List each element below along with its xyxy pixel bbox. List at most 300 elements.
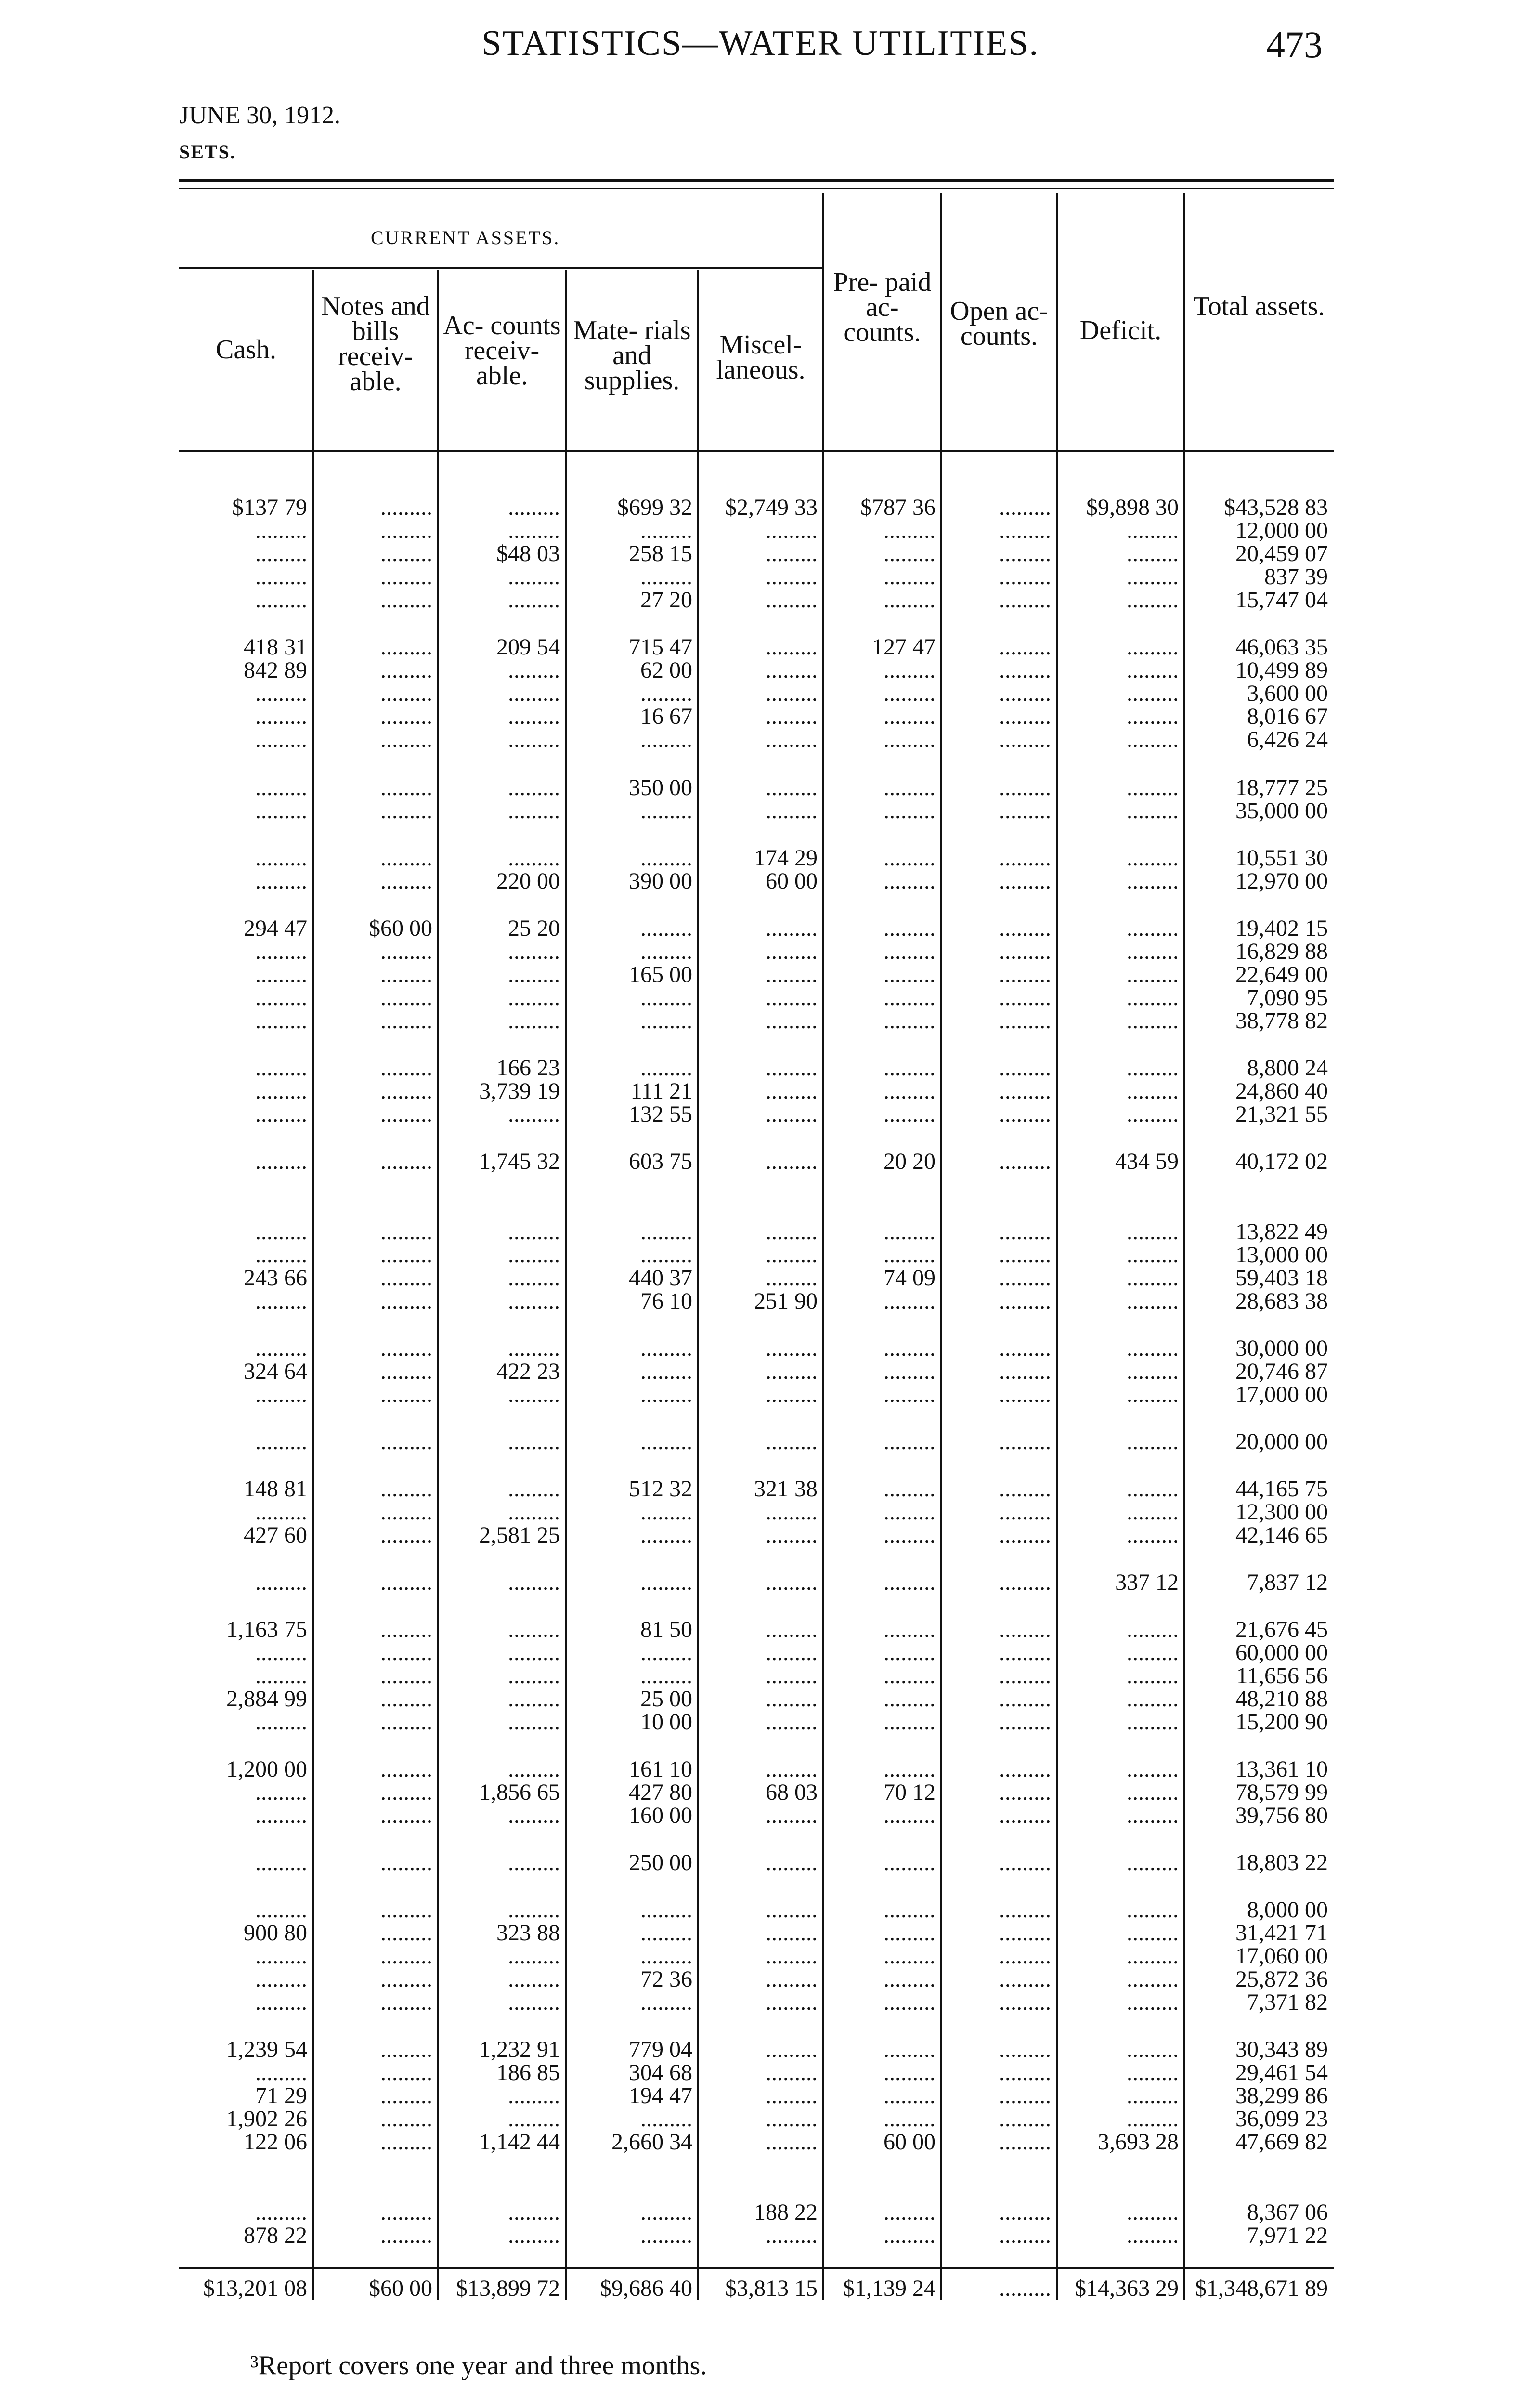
cell-prepaid-accounts: ......... [883,1897,935,1923]
cell-notes-bills: ......... [380,1897,432,1923]
cell-open-accounts: ......... [999,775,1051,800]
total-cash: $13,201 08 [203,2276,307,2301]
cell-prepaid-accounts: ......... [883,564,935,589]
cell-miscellaneous: ......... [766,1149,818,1174]
cell-miscellaneous: ......... [766,1989,818,2015]
cell-cash: ......... [255,962,307,987]
total-miscellaneous: $3,813 15 [725,2276,818,2301]
cell-materials-supplies: $699 32 [617,495,692,520]
cell-miscellaneous: ......... [766,727,818,752]
cell-materials-supplies: ......... [640,1055,692,1081]
cell-open-accounts: ......... [999,495,1051,520]
cell-prepaid-accounts: ......... [883,727,935,752]
cell-total-assets: 7,090 95 [1247,985,1328,1010]
cell-prepaid-accounts: ......... [883,798,935,824]
date-line: JUNE 30, 1912. [179,102,341,129]
cell-prepaid-accounts: 60 00 [883,2129,935,2155]
cell-miscellaneous: ......... [766,587,818,613]
cell-cash: ......... [255,681,307,706]
cell-materials-supplies: 132 55 [629,1101,692,1127]
cell-notes-bills: ......... [380,1149,432,1174]
cell-open-accounts: ......... [999,985,1051,1010]
cell-miscellaneous: ......... [766,2106,818,2132]
cell-accounts-receivable: 1,232 91 [479,2037,560,2062]
cell-cash: ......... [255,541,307,566]
cell-miscellaneous: ......... [766,1429,818,1454]
cell-materials-supplies: ......... [640,1242,692,1268]
cell-miscellaneous: ......... [766,985,818,1010]
cell-accounts-receivable: ......... [508,1850,560,1875]
cell-deficit: ......... [1127,1709,1179,1735]
cell-cash: ......... [255,1663,307,1688]
cell-materials-supplies: ......... [640,2199,692,2225]
cell-total-assets: 12,000 00 [1235,518,1328,543]
cell-open-accounts: ......... [999,2083,1051,2108]
cell-miscellaneous: ......... [766,681,818,706]
cell-miscellaneous: ......... [766,916,818,941]
cell-accounts-receivable: ......... [508,518,560,543]
cell-materials-supplies: ......... [640,564,692,589]
cell-cash: ......... [255,1850,307,1875]
cell-open-accounts: ......... [999,962,1051,987]
cell-prepaid-accounts: ......... [883,1756,935,1782]
cell-cash: ......... [255,1709,307,1735]
cell-prepaid-accounts: ......... [883,1101,935,1127]
cell-prepaid-accounts: ......... [883,2199,935,2225]
cell-total-assets: 8,367 06 [1247,2199,1328,2225]
cell-notes-bills: ......... [380,2037,432,2062]
cell-materials-supplies: ......... [640,1663,692,1688]
cell-accounts-receivable: ......... [508,1265,560,1291]
cell-notes-bills: $60 00 [369,916,432,941]
cell-open-accounts: ......... [999,681,1051,706]
cell-prepaid-accounts: ......... [883,1850,935,1875]
cell-materials-supplies: ......... [640,2106,692,2132]
cell-notes-bills: ......... [380,798,432,824]
cell-total-assets: 8,800 24 [1247,1055,1328,1081]
cell-materials-supplies: ......... [640,1219,692,1244]
cell-miscellaneous: ......... [766,1663,818,1688]
cell-total-assets: 29,461 54 [1235,2060,1328,2085]
cell-total-assets: 20,000 00 [1235,1429,1328,1454]
cell-notes-bills: ......... [380,1920,432,1946]
cell-notes-bills: ......... [380,634,432,660]
cell-deficit: ......... [1127,1686,1179,1712]
cell-open-accounts: ......... [999,1617,1051,1642]
cell-miscellaneous: ......... [766,1709,818,1735]
total-notes-bills: $60 00 [369,2276,432,2301]
column-header-prepaid-accounts: Pre- paid ac- counts. [833,267,932,347]
cell-open-accounts: ......... [999,1359,1051,1384]
cell-open-accounts: ......... [999,1780,1051,1805]
cell-prepaid-accounts: 127 47 [872,634,935,660]
cell-materials-supplies: ......... [640,1989,692,2015]
column-rule-5 [822,193,824,2300]
cell-deficit: ......... [1127,587,1179,613]
cell-miscellaneous: ......... [766,564,818,589]
cell-accounts-receivable: ......... [508,1640,560,1665]
cell-cash: 878 22 [244,2223,307,2248]
cell-cash: 2,884 99 [226,1686,307,1712]
cell-notes-bills: ......... [380,727,432,752]
cell-materials-supplies: 440 37 [629,1265,692,1291]
column-header-open-accounts: Open ac- counts. [950,296,1048,351]
cell-open-accounts: ......... [999,1008,1051,1034]
cell-total-assets: 3,600 00 [1247,681,1328,706]
cell-miscellaneous: ......... [766,1756,818,1782]
cell-total-assets: 39,756 80 [1235,1803,1328,1828]
cell-deficit: ......... [1127,541,1179,566]
cell-total-assets: 28,683 38 [1235,1288,1328,1314]
cell-open-accounts: ......... [999,1265,1051,1291]
cell-miscellaneous: 188 22 [754,2199,818,2225]
cell-total-assets: 44,165 75 [1235,1476,1328,1502]
cell-total-assets: 8,000 00 [1247,1897,1328,1923]
cell-accounts-receivable: 3,739 19 [479,1078,560,1104]
cell-cash: ......... [255,775,307,800]
cell-total-assets: 59,403 18 [1235,1265,1328,1291]
total-accounts-receivable: $13,899 72 [456,2276,560,2301]
cell-deficit: ......... [1127,634,1179,660]
cell-notes-bills: ......... [380,1008,432,1034]
cell-cash: ......... [255,1242,307,1268]
cell-materials-supplies: 72 36 [640,1966,692,1992]
cell-total-assets: 21,321 55 [1235,1101,1328,1127]
cell-accounts-receivable: ......... [508,1663,560,1688]
cell-materials-supplies: ......... [640,1570,692,1595]
cell-notes-bills: ......... [380,1382,432,1407]
totals-rule [179,2267,1334,2269]
cell-notes-bills: ......... [380,1359,432,1384]
cell-deficit: ......... [1127,939,1179,964]
cell-cash: ......... [255,1943,307,1969]
header-bottom-rule [179,450,1334,452]
cell-notes-bills: ......... [380,495,432,520]
cell-deficit: $9,898 30 [1086,495,1179,520]
cell-miscellaneous: ......... [766,1382,818,1407]
cell-deficit: ......... [1127,1522,1179,1548]
cell-open-accounts: ......... [999,845,1051,871]
cell-notes-bills: ......... [380,845,432,871]
cell-deficit: ......... [1127,845,1179,871]
cell-notes-bills: ......... [380,1989,432,2015]
cell-prepaid-accounts: ......... [883,1640,935,1665]
cell-materials-supplies: 111 21 [630,1078,692,1104]
cell-notes-bills: ......... [380,681,432,706]
cell-accounts-receivable: ......... [508,1335,560,1361]
column-rule-7 [1056,193,1058,2300]
cell-materials-supplies: ......... [640,985,692,1010]
cell-total-assets: 7,371 82 [1247,1989,1328,2015]
cell-notes-bills: ......... [380,2223,432,2248]
cell-cash: ......... [255,1382,307,1407]
cell-total-assets: 30,343 89 [1235,2037,1328,2062]
cell-deficit: ......... [1127,1382,1179,1407]
cell-deficit: ......... [1127,1242,1179,1268]
cell-total-assets: 17,000 00 [1235,1382,1328,1407]
cell-miscellaneous: ......... [766,1640,818,1665]
cell-open-accounts: ......... [999,727,1051,752]
cell-prepaid-accounts: ......... [883,1242,935,1268]
cell-deficit: ......... [1127,798,1179,824]
cell-accounts-receivable: ......... [508,2223,560,2248]
cell-accounts-receivable: $48 03 [496,541,560,566]
column-header-cash: Cash. [216,335,276,365]
cell-notes-bills: ......... [380,564,432,589]
cell-total-assets: 25,872 36 [1235,1966,1328,1992]
column-header-total-assets: Total assets. [1193,291,1325,321]
cell-notes-bills: ......... [380,985,432,1010]
cell-miscellaneous: $2,749 33 [725,495,818,520]
cell-deficit: ......... [1127,1920,1179,1946]
cell-miscellaneous: ......... [766,1617,818,1642]
cell-notes-bills: ......... [380,1101,432,1127]
cell-open-accounts: ......... [999,2106,1051,2132]
cell-open-accounts: ......... [999,1570,1051,1595]
cell-cash: 1,200 00 [226,1756,307,1782]
cell-cash: 1,239 54 [226,2037,307,2062]
cell-prepaid-accounts: ......... [883,916,935,941]
cell-deficit: ......... [1127,985,1179,1010]
cell-total-assets: 42,146 65 [1235,1522,1328,1548]
cell-accounts-receivable: 220 00 [496,868,560,894]
cell-miscellaneous: ......... [766,518,818,543]
cell-total-assets: 60,000 00 [1235,1640,1328,1665]
cell-materials-supplies: 161 10 [629,1756,692,1782]
cell-total-assets: 13,822 49 [1235,1219,1328,1244]
cell-accounts-receivable: ......... [508,1429,560,1454]
cell-total-assets: 11,656 56 [1236,1663,1328,1688]
cell-cash: ......... [255,1803,307,1828]
cell-open-accounts: ......... [999,1522,1051,1548]
cell-cash: 122 06 [244,2129,307,2155]
total-deficit: $14,363 29 [1075,2276,1179,2301]
cell-prepaid-accounts: 20 20 [883,1149,935,1174]
cell-deficit: ......... [1127,1219,1179,1244]
cell-cash: ......... [255,2060,307,2085]
cell-total-assets: 15,747 04 [1235,587,1328,613]
cell-open-accounts: ......... [999,916,1051,941]
cell-notes-bills: ......... [380,1476,432,1502]
cell-cash: 842 89 [244,657,307,683]
cell-cash: ......... [255,1897,307,1923]
cell-total-assets: 837 39 [1264,564,1328,589]
cell-materials-supplies: 779 04 [629,2037,692,2062]
cell-materials-supplies: ......... [640,518,692,543]
cell-miscellaneous: 60 00 [766,868,818,894]
cell-cash: ......... [255,1499,307,1525]
cell-miscellaneous: ......... [766,2223,818,2248]
cell-open-accounts: ......... [999,1429,1051,1454]
cell-accounts-receivable: ......... [508,1989,560,2015]
cell-notes-bills: ......... [380,1663,432,1688]
cell-prepaid-accounts: ......... [883,1055,935,1081]
cell-notes-bills: ......... [380,2106,432,2132]
cell-prepaid-accounts: ......... [883,1476,935,1502]
cell-materials-supplies: ......... [640,1382,692,1407]
cell-total-assets: 15,200 90 [1235,1709,1328,1735]
cell-cash: 294 47 [244,916,307,941]
cell-accounts-receivable: 422 23 [496,1359,560,1384]
cell-deficit: ......... [1127,518,1179,543]
cell-deficit: ......... [1127,1989,1179,2015]
cell-deficit: ......... [1127,2223,1179,2248]
cell-prepaid-accounts: ......... [883,1709,935,1735]
cell-accounts-receivable: ......... [508,1617,560,1642]
cell-deficit: ......... [1127,1499,1179,1525]
cell-accounts-receivable: ......... [508,727,560,752]
cell-accounts-receivable: ......... [508,798,560,824]
cell-total-assets: 36,099 23 [1235,2106,1328,2132]
cell-accounts-receivable: ......... [508,1966,560,1992]
cell-open-accounts: ......... [999,2060,1051,2085]
cell-total-assets: 24,860 40 [1235,1078,1328,1104]
cell-miscellaneous: 68 03 [766,1780,818,1805]
cell-prepaid-accounts: ......... [883,2037,935,2062]
cell-miscellaneous: ......... [766,939,818,964]
cell-prepaid-accounts: ......... [883,1686,935,1712]
cell-materials-supplies: ......... [640,1429,692,1454]
cell-accounts-receivable: 1,142 44 [479,2129,560,2155]
cell-accounts-receivable: ......... [508,845,560,871]
column-rule-6 [940,193,942,2300]
cell-prepaid-accounts: ......... [883,1008,935,1034]
cell-total-assets: 38,778 82 [1235,1008,1328,1034]
cell-total-assets: 13,000 00 [1235,1242,1328,1268]
cell-cash: 418 31 [244,634,307,660]
cell-open-accounts: ......... [999,1382,1051,1407]
column-rule-2 [437,270,439,2300]
cell-deficit: ......... [1127,1966,1179,1992]
cell-notes-bills: ......... [380,1288,432,1314]
cell-prepaid-accounts: $787 36 [860,495,935,520]
cell-cash: ......... [255,798,307,824]
cell-open-accounts: ......... [999,1242,1051,1268]
cell-accounts-receivable: ......... [508,2106,560,2132]
cell-materials-supplies: ......... [640,1008,692,1034]
cell-materials-supplies: 250 00 [629,1850,692,1875]
cell-accounts-receivable: ......... [508,1008,560,1034]
cell-open-accounts: ......... [999,1476,1051,1502]
column-header-notes-bills: Notes and bills receiv- able. [321,291,430,396]
cell-notes-bills: ......... [380,1756,432,1782]
cell-accounts-receivable: ......... [508,1686,560,1712]
cell-prepaid-accounts: ......... [883,1803,935,1828]
cell-cash: ......... [255,1149,307,1174]
cell-prepaid-accounts: ......... [883,1335,935,1361]
cell-prepaid-accounts: ......... [883,1570,935,1595]
cell-materials-supplies: ......... [640,1920,692,1946]
cell-open-accounts: ......... [999,541,1051,566]
cell-miscellaneous: ......... [766,1219,818,1244]
cell-open-accounts: ......... [999,1499,1051,1525]
cell-deficit: ......... [1127,2199,1179,2225]
cell-materials-supplies: 194 47 [629,2083,692,2108]
cell-materials-supplies: 81 50 [640,1617,692,1642]
cell-deficit: 3,693 28 [1098,2129,1179,2155]
cell-total-assets: 19,402 15 [1235,916,1328,941]
cell-total-assets: 48,210 88 [1235,1686,1328,1712]
cell-notes-bills: ......... [380,1943,432,1969]
cell-notes-bills: ......... [380,1617,432,1642]
cell-cash: ......... [255,2199,307,2225]
cell-miscellaneous: ......... [766,1055,818,1081]
cell-miscellaneous: ......... [766,962,818,987]
cell-deficit: ......... [1127,916,1179,941]
cell-notes-bills: ......... [380,1522,432,1548]
cell-deficit: ......... [1127,727,1179,752]
cell-cash: 427 60 [244,1522,307,1548]
cell-deficit: ......... [1127,564,1179,589]
cell-cash: ......... [255,1640,307,1665]
cell-materials-supplies: ......... [640,1640,692,1665]
cell-deficit: ......... [1127,2060,1179,2085]
cell-prepaid-accounts: ......... [883,681,935,706]
cell-total-assets: 38,299 86 [1235,2083,1328,2108]
cell-accounts-receivable: ......... [508,775,560,800]
cell-miscellaneous: ......... [766,1265,818,1291]
column-header-deficit: Deficit. [1079,315,1162,345]
cell-prepaid-accounts: ......... [883,985,935,1010]
cell-materials-supplies: 62 00 [640,657,692,683]
cell-deficit: ......... [1127,704,1179,729]
column-header-miscellaneous: Miscel- laneous. [716,330,805,385]
cell-accounts-receivable: 1,856 65 [479,1780,560,1805]
cell-accounts-receivable: ......... [508,1570,560,1595]
cell-notes-bills: ......... [380,1242,432,1268]
cell-miscellaneous: ......... [766,1803,818,1828]
cell-deficit: ......... [1127,868,1179,894]
cell-open-accounts: ......... [999,634,1051,660]
cell-notes-bills: ......... [380,1335,432,1361]
cell-materials-supplies: 258 15 [629,541,692,566]
total-prepaid-accounts: $1,139 24 [843,2276,935,2301]
cell-notes-bills: ......... [380,1709,432,1735]
cell-miscellaneous: ......... [766,2083,818,2108]
cell-accounts-receivable: ......... [508,681,560,706]
cell-open-accounts: ......... [999,1219,1051,1244]
cell-accounts-receivable: ......... [508,1897,560,1923]
cell-accounts-receivable: ......... [508,1219,560,1244]
cell-materials-supplies: ......... [640,681,692,706]
cell-materials-supplies: ......... [640,1522,692,1548]
cell-open-accounts: ......... [999,1966,1051,1992]
cell-materials-supplies: 2,660 34 [611,2129,692,2155]
cell-accounts-receivable: ......... [508,2083,560,2108]
cell-open-accounts: ......... [999,1920,1051,1946]
cell-notes-bills: ......... [380,657,432,683]
cell-deficit: ......... [1127,2106,1179,2132]
cell-prepaid-accounts: ......... [883,1499,935,1525]
cell-miscellaneous: 321 38 [754,1476,818,1502]
cell-deficit: ......... [1127,1429,1179,1454]
cell-accounts-receivable: ......... [508,1943,560,1969]
cell-deficit: ......... [1127,1078,1179,1104]
column-rule-3 [565,270,567,2300]
cell-open-accounts: ......... [999,1686,1051,1712]
cell-miscellaneous: ......... [766,704,818,729]
cell-total-assets: $43,528 83 [1224,495,1328,520]
cell-total-assets: 12,300 00 [1235,1499,1328,1525]
cell-open-accounts: ......... [999,704,1051,729]
cell-prepaid-accounts: ......... [883,518,935,543]
cell-total-assets: 8,016 67 [1247,704,1328,729]
cell-open-accounts: ......... [999,1709,1051,1735]
cell-cash: ......... [255,845,307,871]
cell-deficit: ......... [1127,1101,1179,1127]
cell-deficit: ......... [1127,2083,1179,2108]
cell-prepaid-accounts: ......... [883,1989,935,2015]
